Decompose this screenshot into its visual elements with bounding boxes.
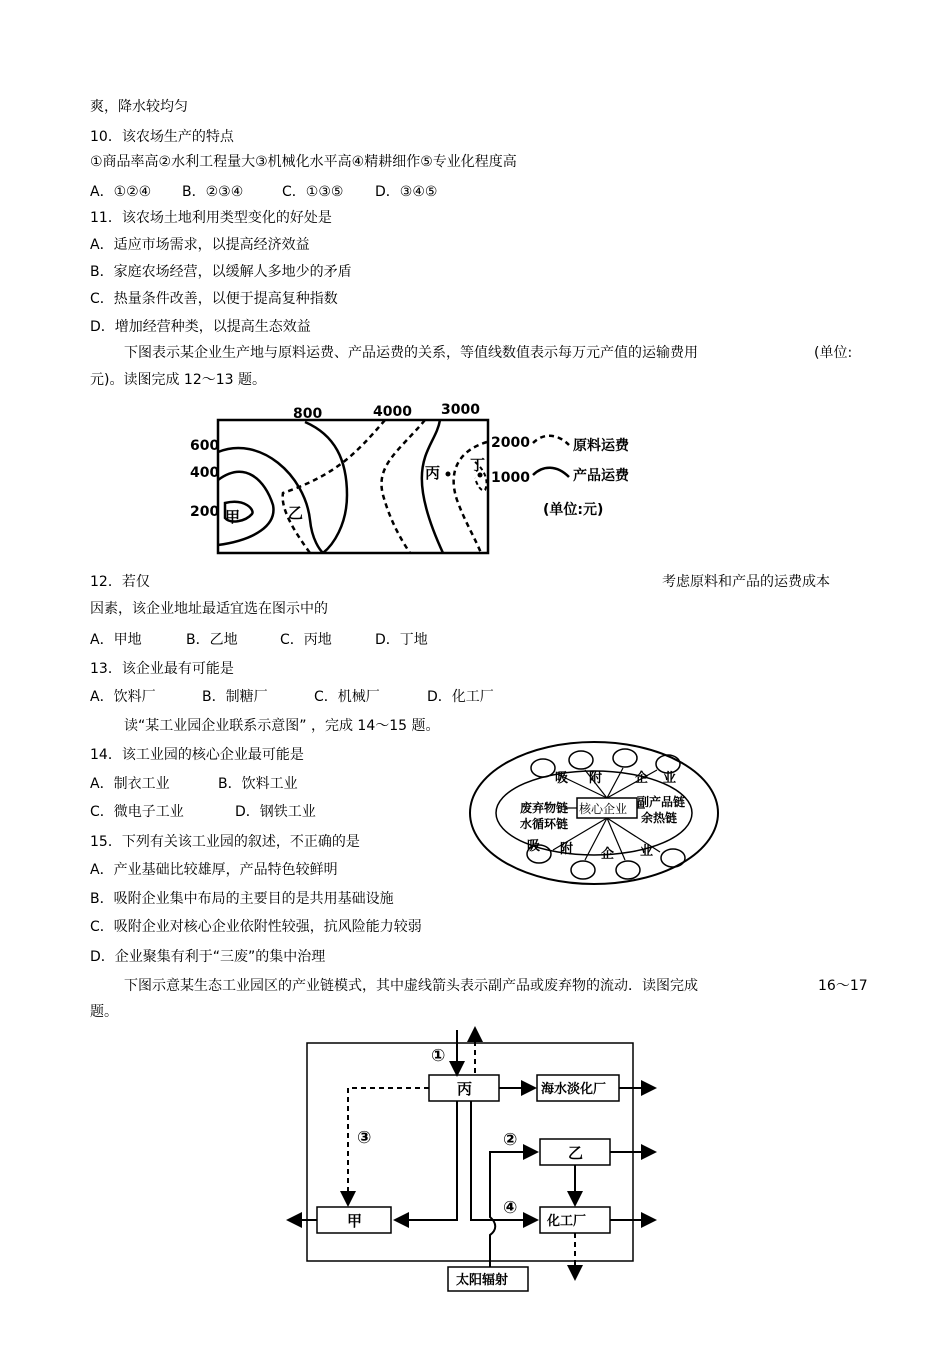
right-chain-1: 副产品链 <box>637 795 686 809</box>
solar-label: 太阳辐射 <box>456 1273 509 1288</box>
question-12-cont: 考虑原料和产品的运费成本 <box>662 574 830 590</box>
chem-label: 化工厂 <box>547 1214 587 1229</box>
question-14-cd <box>90 802 316 822</box>
enterprise-circle <box>616 861 640 879</box>
question-10: 10．该农场生产的特点 <box>90 129 234 145</box>
top-char-3: 企 <box>635 771 649 786</box>
bottom-char-4: 业 <box>640 844 654 859</box>
label-1000: 1000 <box>491 470 530 486</box>
yi-label: 乙 <box>568 1144 584 1162</box>
option-c: C．热量条件改善，以便于提高复种指数 <box>90 291 338 307</box>
label-800: 800 <box>293 406 323 422</box>
option-a: A．产业基础比较雄厚，产品特色较鲜明 <box>90 862 338 878</box>
marker-3: ③ <box>357 1128 372 1148</box>
legend-solid-line <box>533 468 569 477</box>
raw-isoline-a <box>381 420 425 553</box>
option-b: B．乙地 <box>186 632 238 648</box>
option-a: A．①②④ <box>90 184 152 200</box>
legend-product: 产品运费 <box>573 468 629 484</box>
label-jia: 甲 <box>225 508 241 526</box>
bing-point <box>446 472 451 477</box>
left-chain-1: 废弃物链 <box>520 801 569 815</box>
option-d: D．企业聚集有利于“三废”的集中治理 <box>90 949 326 965</box>
question-15: 15．下列有关该工业园的叙述，不正确的是 <box>90 834 360 850</box>
option-d: D．钢铁工业 <box>235 804 316 820</box>
option-d: D．增加经营种类，以提高生态效益 <box>90 319 311 335</box>
intro-16: 下图示意某生态工业园区的产业链模式，其中虚线箭头表示副产品或废弃物的流动．读图完成 <box>124 978 698 994</box>
question-10-items: ①商品率高②水利工程量大③机械化水平高④精耕细作⑤专业化程度高 <box>90 154 517 170</box>
flow-to-jia <box>397 1101 457 1220</box>
marker-1: ① <box>431 1046 446 1066</box>
option-d: D．化工厂 <box>427 689 494 705</box>
enterprise-circle <box>531 759 555 777</box>
bottom-char-2: 附 <box>560 842 574 857</box>
bottom-char-3: 企 <box>601 847 615 862</box>
label-600: 600 <box>190 438 220 454</box>
question-12: 12．若仅 <box>90 574 150 590</box>
option-c: C．丙地 <box>280 632 332 648</box>
question-10-options <box>90 182 437 202</box>
intro-12-cont: 元)。读图完成 12～13 题。 <box>90 372 266 388</box>
legend-unit: (单位:元) <box>543 502 604 518</box>
label-bing: 丙 <box>425 464 441 482</box>
enterprise-circle <box>661 849 685 867</box>
isoline-figure <box>185 400 655 560</box>
enterprise-circle <box>571 861 595 879</box>
top-char-2: 附 <box>589 771 603 786</box>
eco-park-figure <box>285 1025 660 1295</box>
intro-16-cont: 题。 <box>90 1004 118 1020</box>
option-c: C．①③⑤ <box>282 184 344 200</box>
option-b: B．家庭农场经营，以缓解人多地少的矛盾 <box>90 264 352 280</box>
option-d: D．丁地 <box>375 632 428 648</box>
core-label: 核心企业 <box>579 802 628 816</box>
question-14: 14．该工业园的核心企业最可能是 <box>90 747 304 763</box>
option-b: B．饮料工业 <box>218 776 298 792</box>
label-4000: 4000 <box>373 404 412 420</box>
label-2000: 2000 <box>491 435 530 451</box>
option-a: A．制衣工业 <box>90 776 170 792</box>
option-b: B．②③④ <box>182 184 244 200</box>
option-a: A．甲地 <box>90 632 142 648</box>
option-b: B．吸附企业集中布局的主要目的是共用基础设施 <box>90 891 394 907</box>
question-13: 13．该企业最有可能是 <box>90 661 234 677</box>
intro-12: 下图表示某企业生产地与原料运费、产品运费的关系，等值线数值表示每万元产值的运输费用 <box>124 345 698 361</box>
intro-12-unit: (单位: <box>814 345 853 361</box>
question-12-options <box>90 630 428 650</box>
question-13-options <box>90 687 494 707</box>
option-b: B．制糖厂 <box>202 689 268 705</box>
top-char-4: 业 <box>663 771 677 786</box>
question-11: 11．该农场土地利用类型变化的好处是 <box>90 210 332 226</box>
question-12-line2: 因素，该企业地址最适宜选在图示中的 <box>90 601 328 617</box>
option-a: A．饮料厂 <box>90 689 156 705</box>
marker-2: ② <box>503 1130 518 1150</box>
option-c: C．吸附企业对核心企业依附性较强，抗风险能力较弱 <box>90 919 422 935</box>
product-isoline-3000 <box>422 420 443 553</box>
option-c: C．微电子工业 <box>90 804 184 820</box>
option-d: D．③④⑤ <box>375 184 438 200</box>
intro-14: 读“某工业园企业联系示意图” ，完成 14～15 题。 <box>124 718 440 734</box>
bing-label: 丙 <box>457 1080 473 1098</box>
enterprise-circle <box>613 749 637 767</box>
enterprise-circle <box>569 751 593 769</box>
legend-raw: 原料运费 <box>573 438 629 454</box>
option-c: C．机械厂 <box>314 689 380 705</box>
left-chain-2: 水循环链 <box>520 817 569 831</box>
label-400: 400 <box>190 465 220 481</box>
bottom-char-1: 吸 <box>527 839 541 854</box>
label-yi: 乙 <box>288 504 304 522</box>
question-14-ab <box>90 774 298 794</box>
top-char-1: 吸 <box>555 771 569 786</box>
right-chain-2: 余热链 <box>641 811 678 825</box>
jia-label: 甲 <box>347 1212 363 1230</box>
label-3000: 3000 <box>441 402 480 418</box>
label-200: 200 <box>190 504 220 520</box>
industrial-park-figure <box>465 740 725 890</box>
text-line: 爽，降水较均匀 <box>90 99 188 115</box>
legend-dashed-line <box>533 436 569 445</box>
option-a: A．适应市场需求，以提高经济效益 <box>90 237 310 253</box>
raw-isoline-4000 <box>283 420 385 553</box>
seawater-label: 海水淡化厂 <box>541 1082 607 1097</box>
intro-16-range: 16～17 <box>818 978 868 994</box>
marker-4: ④ <box>503 1198 518 1218</box>
label-ding: 丁 <box>470 456 486 474</box>
